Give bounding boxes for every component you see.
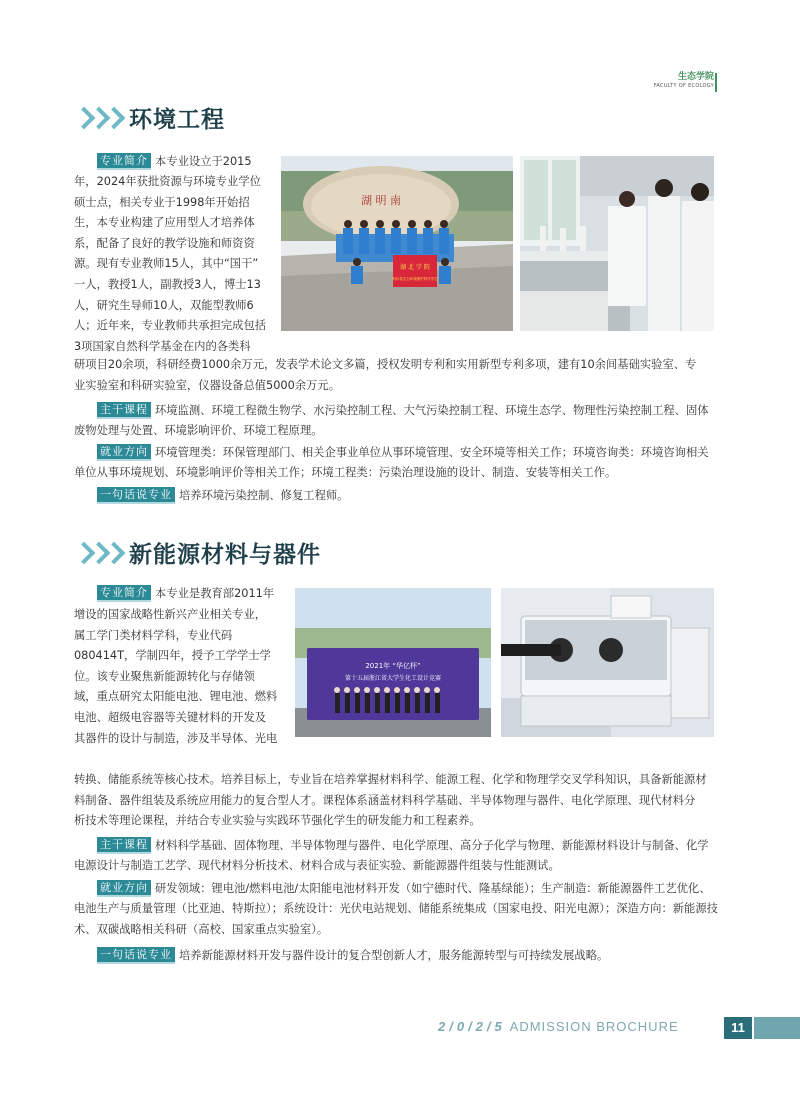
- courses-line: 材料科学基础、固体物理、半导体物理与器件、电化学原理、高分子化学与物理、新能源材料设计与制备、化学: [155, 839, 709, 852]
- stage-banner-line2: 第十五届浙江省大学生化工设计竞赛: [344, 675, 442, 682]
- section-heading: 新能源材料与器件: [129, 541, 321, 568]
- banner-text: 湖 北 学 院: [400, 264, 430, 271]
- intro-line: 转换、储能系统等核心技术。培养目标上，专业旨在培养掌握材料科学、能源工程、化学和物理学交叉学科知识，具备新能源材: [74, 773, 707, 786]
- courses-line: 环境监测、环境工程微生物学、水污染控制工程、大气污染控制工程、环境生态学、物理性污染控制工程、固体: [155, 404, 709, 417]
- footer-year: 2/0/2/5: [438, 1019, 506, 1034]
- career-line-energy-3: 术、双碳战略相关科研（高校、国家重点实验室）。: [74, 923, 329, 936]
- tag-oneline: 一句话说专业: [97, 947, 175, 964]
- intro-text-env-full: [74, 355, 719, 396]
- footer-brochure: [438, 1019, 679, 1034]
- intro-text-env: [74, 172, 274, 357]
- intro-line: 080414T，学制四年，授予工学学士学: [74, 649, 271, 663]
- intro-line: 属工学门类材料学科，专业代码: [74, 628, 233, 642]
- intro-line: 其器件的设计与制造，涉及半导体、光电: [74, 731, 278, 745]
- courses-block-energy: [97, 836, 722, 857]
- intro-line: 业实验室和科研实验室，仪器设备总值5000余万元。: [74, 378, 340, 392]
- intro-line: 一人，教授1人，副教授3人，博士13: [74, 277, 261, 291]
- intro-line: 人；近年来，专业教师共承担完成包括: [74, 319, 267, 333]
- intro-line: 人，研究生导师10人，双能型教师6: [74, 298, 254, 312]
- intro-line: 本专业设立于2015: [155, 155, 252, 168]
- lab-experiment-photo: [520, 156, 714, 331]
- banner-subtext: 阿尔泰生态环境保护科学学生: [392, 277, 438, 281]
- intro-line: 域，重点研究太阳能电池、锂电池、燃料: [74, 690, 278, 704]
- college-name-en: FACULTY OF ECOLOGY: [653, 83, 714, 89]
- section-title-env: [76, 101, 225, 134]
- courses-block-env: [97, 401, 722, 422]
- intro-line: 料制备、器件组装及系统应用能力的复合型人才。课程体系涵盖材料科学基础、半导体物理与器件、电化学原理、现代材料分: [74, 793, 696, 807]
- courses-line-energy-2: 电源设计与制造工艺学、现代材料分析技术、材料合成与表征实验、新能源器件组装与性能测试。: [74, 859, 560, 872]
- footer-label: ADMISSION BROCHURE: [509, 1019, 679, 1034]
- intro-line: 增设的国家战略性新兴产业相关专业，: [74, 608, 267, 621]
- tag-oneline: 一句话说专业: [97, 487, 175, 504]
- courses-line-env-2: 废物处理与处置、环境影响评价、环境工程原理。: [74, 424, 323, 437]
- oneline-text: 培养环境污染控制、修复工程师。: [179, 489, 349, 502]
- intro-block-energy: [97, 584, 292, 605]
- rock-text: 湖 明 南: [361, 194, 401, 207]
- college-name-cn: 生态学院: [677, 72, 714, 82]
- students-group-photo: [281, 156, 513, 331]
- intro-line: 3项国家自然科学基金在内的各类科: [74, 339, 251, 353]
- intro-line: 生，本专业构建了应用型人才培养体: [74, 216, 255, 230]
- career-line-energy-2: 电池生产与质量管理（比亚迪、特斯拉）；系统设计：光伏电站规划、储能系统集成（国家电投、阳光电源）；深造方向：新能源技: [74, 902, 718, 915]
- intro-line: 位。该专业聚焦新能源转化与存储领: [74, 669, 255, 683]
- college-divider: [715, 73, 717, 92]
- intro-line: 硕士点，相关专业于1998年开始招: [74, 195, 250, 209]
- college-logo: [654, 72, 714, 90]
- tag-career: 就业方向: [97, 880, 151, 897]
- intro-line: 电池、超级电容器等关键材料的开发及: [74, 710, 267, 724]
- footer-bar: [754, 1017, 800, 1039]
- career-line: 环境管理类：环保管理部门、相关企事业单位从事环境管理、安全环境等相关工作；环境咨询类：环境咨询相关: [155, 446, 709, 459]
- page-number: 11: [724, 1017, 752, 1039]
- tag-intro: 专业简介: [97, 585, 151, 602]
- oneline-text: 培养新能源材料开发与器件设计的复合型创新人才，服务能源转型与可持续发展战略。: [179, 949, 609, 962]
- oneline-block-env: [97, 486, 722, 507]
- intro-line: 系，配备了良好的教学设施和师资资: [74, 236, 255, 250]
- intro-text-energy-full: [74, 770, 719, 832]
- oneline-block-energy: [97, 946, 722, 967]
- intro-line: 析技术等理论课程，并结合专业实验与实践环节强化学生的研发能力和工程素养。: [74, 814, 481, 828]
- double-chevron-icon: [76, 110, 121, 126]
- stage-banner-line1: 2021年 “华亿杯”: [365, 662, 421, 670]
- career-block-energy: [97, 879, 722, 900]
- competition-photo: [295, 588, 491, 737]
- career-line-env-2: 单位从事环境规划、环境影响评价等相关工作；环境工程类：污染治理设施的设计、制造、安装等相关工作。: [74, 466, 617, 479]
- intro-line: 研项目20余项，科研经费1000余万元，发表学术论文多篇，授权发明专利和实用新型专利多项，建有10余间基础实验室、专: [74, 358, 697, 371]
- tag-courses: 主干课程: [97, 837, 151, 854]
- intro-line: 源。现有专业教师15人，其中“国干”: [74, 257, 259, 271]
- intro-text-energy: [74, 605, 286, 749]
- tag-career: 就业方向: [97, 444, 151, 461]
- glovebox-equipment-photo: [501, 588, 714, 737]
- section-heading: 环境工程: [129, 106, 225, 133]
- intro-line: 本专业是教育部2011年: [155, 587, 275, 600]
- intro-line: 年，2024年获批资源与环境专业学位: [74, 175, 261, 188]
- tag-intro: 专业简介: [97, 153, 151, 170]
- section-title-energy: [76, 536, 321, 569]
- intro-block-env: [97, 152, 272, 173]
- career-block-env: [97, 443, 722, 464]
- double-chevron-icon: [76, 545, 121, 561]
- career-line: 研发领域：锂电池/燃料电池/太阳能电池材料开发（如宁德时代、隆基绿能）；生产制造：新能源器件工艺优化、: [155, 882, 711, 895]
- tag-courses: 主干课程: [97, 402, 151, 419]
